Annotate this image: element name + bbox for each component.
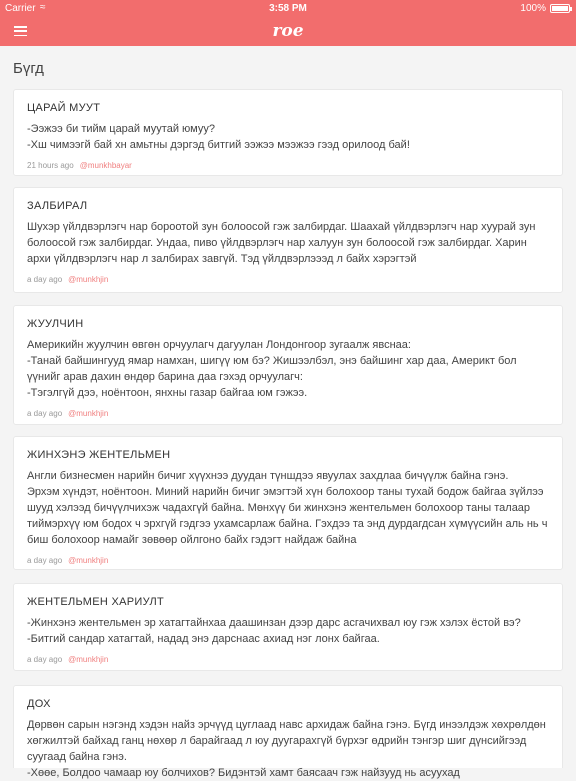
post-time: a day ago (27, 409, 63, 418)
post-meta (27, 161, 549, 170)
post-author-link[interactable]: @munkhjin (68, 556, 109, 565)
post-author-link[interactable]: @munkhbayar (79, 161, 132, 170)
battery-icon (550, 4, 570, 13)
battery-percent: 100% (520, 3, 546, 14)
post-author-link[interactable]: @munkhjin (68, 275, 109, 284)
post-body: Америкийн жуулчин өвгөн орчуулагч дагуулан Лондонгоор зугаалж явснаа: -Танай байшингууд ямар намхан, шигүү юм бэ? Жишээлбэл, энэ байшинг хар даа, Америкт бол үүнийг арав дахин өндөр барина даа гэхэд орчуулагч: -Тэгэлгүй дээ, ноёнтоон, янхны газар байгаа юм гэжээ. (27, 339, 517, 399)
wifi-icon: ≈ (40, 2, 46, 13)
post-meta (27, 275, 549, 284)
post-author-link[interactable]: @munkhjin (68, 655, 109, 664)
post-title: ЗАЛБИРАЛ (27, 200, 88, 212)
post-title: ЖУУЛЧИН (27, 318, 84, 330)
post-card[interactable] (13, 436, 563, 570)
post-title: ЖЕНТЕЛЬМЕН ХАРИУЛТ (27, 596, 165, 608)
post-title: ЦАРАЙ МУУТ (27, 102, 101, 114)
post-meta (27, 556, 549, 565)
post-meta (27, 655, 549, 664)
post-card[interactable] (13, 685, 563, 779)
page-title: Бүгд (13, 60, 44, 77)
post-time: a day ago (27, 275, 63, 284)
post-card[interactable] (13, 583, 563, 671)
post-time: a day ago (27, 655, 63, 664)
post-body: Шухэр үйлдвэрлэгч нар бороотой зун болоосой гэж залбирдаг. Шаахай үйлдвэрлэгч нар хуурай зун болоосой гэж залбирдаг. Ундаа, пиво үйлдвэрлэгч нар халуун зун болоосой гэж залбирдаг. Харин архи үйлдвэрлэгч нар л залбирах завгүй. Тэд үйлдвэрлэээд л байх хэрэгтэй (27, 221, 536, 265)
carrier-label: Carrier (5, 3, 36, 14)
post-time: a day ago (27, 556, 63, 565)
post-body: Дөрвөн сарын нэгэнд хэдэн найз эрчүүд цуглаад навс архидаж байна гэнэ. Бүгд инээлдэж хөхрөлдөн хөгжилтэй байхад ганц нөхөр л барайгаад л юу дуугарахгүй бүрхэг өдрийн тэнгэр шиг дүнсийгээд суугаад байна гэнэ. -Хөөе, Болдоо чамаар юу болчихов? Бидэнтэй хамт баясаач гэж найзууд нь асуухад (27, 719, 546, 779)
post-card[interactable] (13, 187, 563, 293)
post-title: ДОХ (27, 698, 51, 710)
post-body: -Ээжээ би тийм царай муутай юмуу? -Хш чимээгй бай хн амьтны дэргэд битгий ээжээ мээжээ гээд орилоод бай! (27, 123, 410, 151)
post-card[interactable] (13, 305, 563, 425)
post-meta (27, 409, 549, 418)
post-card[interactable] (13, 89, 563, 176)
post-time: 21 hours ago (27, 161, 74, 170)
nav-bar (0, 18, 576, 46)
status-bar (0, 0, 576, 18)
clock: 3:58 PM (269, 3, 307, 14)
post-body: Англи бизнесмен нарийн бичиг хүүхнээ дуудан түншдээ явуулах захдлаа бичүүлж байна гэнэ. Эрхэм хүндэт, ноёнтоон. Миний нарийн бичиг эмэгтэй хүн болохоор таны тухай бодож байгаа зүйлээ шууд хэлээд бичүүлчихэж чадахгүй байна. Мөнхүү би жинхэнэ жентельмен болохоор таны талаар тиймэрхүү юм бодох ч эрхгүй гэдгээ ухамсарлаж байна. Гэхдээ та энд дурдагдсан хүмүүсийн аль нь ч биш болохоор намайг зөвөөр ойлгоно байх гэдэгт найдаж байна (27, 470, 548, 546)
post-author-link[interactable]: @munkhjin (68, 409, 109, 418)
app-logo: roe (272, 21, 304, 41)
post-title: ЖИНХЭНЭ ЖЕНТЕЛЬМЕН (27, 449, 171, 461)
post-body: -Жинхэнэ жентельмен эр хатагтайнхаа даашинзан дээр дарс асгачихвал юу гэж хэлэх ёстой вэ? -Битгий сандар хатагтай, надад энэ дарснаас ахиад нэг лонх байгаа. (27, 617, 521, 645)
